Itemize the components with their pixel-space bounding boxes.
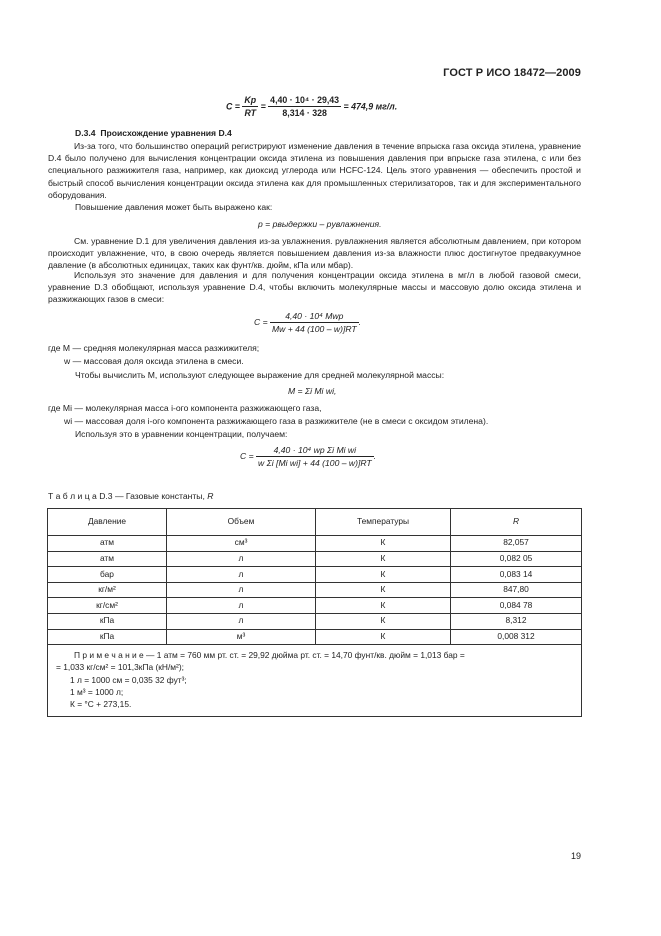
formula-3-lhs: C = — [254, 316, 268, 327]
cell-pressure: кПа — [48, 613, 167, 629]
cell-pressure: кг/см² — [48, 598, 167, 614]
table-row — [48, 582, 582, 598]
table-row — [48, 613, 582, 629]
cell-r: 847,80 — [451, 582, 582, 598]
header-pressure: Давление — [48, 509, 167, 536]
paragraph-6: Используя это в уравнении концентрации, получаем: — [75, 429, 288, 439]
header-volume: Объем — [167, 509, 316, 536]
where-1-w: w — массовая доля оксида этилена в смеси. — [64, 356, 244, 366]
table-row — [48, 567, 582, 583]
formula-5-num: 4,40 · 10⁴ wp Σi Mi wi — [256, 444, 374, 457]
cell-pressure: атм — [48, 536, 167, 552]
formula-5-lhs: C = — [240, 450, 254, 461]
section-title: Происхождение уравнения D.4 — [100, 128, 232, 138]
cell-volume: л — [167, 567, 316, 583]
cell-pressure: кг/м² — [48, 582, 167, 598]
paragraph-5: Чтобы вычислить M, используют следующее выражение для средней молекулярной массы: — [75, 370, 445, 380]
formula-5 — [240, 444, 376, 469]
formula-1 — [226, 94, 397, 120]
where-1-intro: где M — средняя молекулярная масса разжижителя; — [48, 343, 260, 353]
paragraph-2: Повышение давления может быть выражено как: — [75, 202, 273, 212]
table-row — [48, 629, 582, 645]
document-id: ГОСТ Р ИСО 18472—2009 — [443, 67, 581, 79]
formula-4: M = Σi Mi wi, — [288, 386, 337, 396]
cell-pressure: бар — [48, 567, 167, 583]
formula-1-frac2-num: 4,40 · 10⁴ · 29,43 — [268, 94, 341, 107]
formula-1-frac1-num: Kp — [242, 94, 258, 107]
cell-volume: л — [167, 551, 316, 567]
cell-temperature: К — [316, 613, 451, 629]
table-row — [48, 536, 582, 552]
table-caption-var: R — [207, 491, 214, 501]
cell-pressure: кПа — [48, 629, 167, 645]
cell-temperature: К — [316, 536, 451, 552]
cell-r: 82,057 — [451, 536, 582, 552]
table-row — [48, 551, 582, 567]
table-note-row — [48, 645, 582, 717]
table-caption-prefix: Т а б л и ц а — [48, 491, 97, 501]
table-caption-text: D.3 — Газовые константы, — [99, 491, 205, 501]
cell-volume: л — [167, 598, 316, 614]
formula-3 — [254, 310, 361, 335]
formula-5-tail: . — [373, 450, 377, 461]
paragraph-3: См. уравнение D.1 для увеличения давления из-за увлажнения. pувлажнения является абсолютным давлением, при котором происходит увлажнение, что, в свою очередь является повышением давления из-за влажности плюс достигнутое предвакуумное давление (в абсолютных единицах, таких как фунт/кв. дюйм, кПа или мбар). — [48, 236, 581, 271]
formula-5-den: w Σi [Mi wi] + 44 (100 – w)]RT — [258, 458, 372, 469]
cell-r: 0,084 78 — [451, 598, 582, 614]
formula-1-frac2-den: 8,314 · 328 — [282, 108, 327, 119]
cell-r: 0,008 312 — [451, 629, 582, 645]
header-temperature: Температуры — [316, 509, 451, 536]
formula-1-lhs: C = — [226, 101, 240, 112]
note-line-1: П р и м е ч а н и е — 1 атм = 760 мм рт. ст. = 29,92 дюйма рт. ст. = 14,70 фунт/кв. дюйм = 1,013 бар = — [74, 650, 465, 661]
note-line-3: 1 л = 1000 см = 0,035 32 фут³; — [70, 674, 187, 685]
page-number: 19 — [570, 851, 581, 861]
table-row — [48, 598, 582, 614]
cell-r: 0,082 05 — [451, 551, 582, 567]
note-label: П р и м е ч а н и е — [74, 650, 144, 661]
formula-1-frac1-den: RT — [244, 108, 257, 119]
table-header-row — [48, 509, 582, 536]
section-number: D.3.4 — [75, 128, 96, 138]
where-2-wi: wi — массовая доля i-ого компонента разжижающего газа в разжижителе (не в смеси с оксидом этилена). — [64, 416, 489, 426]
cell-volume: л — [167, 582, 316, 598]
cell-temperature: К — [316, 567, 451, 583]
formula-3-den: Mw + 44 (100 – w)]RT — [272, 324, 357, 335]
paragraph-1: Из-за того, что большинство операций регистрируют изменение давления в течение впрыска газа оксида этилена, уравнение D.4 было получено для вычисления концентрации оксида этилена из повышения давления при впрыске газа этилена, с или без специального разжижителя газа, например, как диоксид углерода или HCFC-124. Цель этого уравнения — обеспечить простой и быстрый способ вычисления концентрации оксида этилена как для промышленных стерилизаторов, так и для экспериментального оборудования. — [48, 141, 581, 200]
note-line-2: = 1,033 кг/см² = 101,3кПа (кН/м²); — [56, 662, 184, 673]
cell-temperature: К — [316, 629, 451, 645]
formula-1-eq: = — [260, 101, 266, 112]
paragraph-4: Используя это значение для давления и для получения концентрации оксида этилена в мг/л в любой газовой смеси, уравнение D.3 обобщают, используя уравнение D.4, чтобы включить молекулярные массы и массовую долю оксида этилена и разжижающих газов в смеси: — [48, 270, 581, 305]
section-heading — [75, 127, 232, 139]
cell-r: 8,312 — [451, 613, 582, 629]
gas-constants-table — [47, 508, 582, 717]
formula-3-num: 4,40 · 10⁴ Mwp — [270, 310, 359, 323]
where-2-intro: где Mi — молекулярная масса i-ого компонента разжижающего газа, — [48, 403, 322, 413]
formula-2: p = pвыдержки – pувлажнения. — [258, 219, 382, 229]
header-r: R — [451, 509, 582, 536]
cell-volume: см³ — [167, 536, 316, 552]
table-note — [48, 645, 582, 717]
table-caption — [48, 490, 213, 502]
cell-temperature: К — [316, 582, 451, 598]
cell-temperature: К — [316, 551, 451, 567]
cell-pressure: атм — [48, 551, 167, 567]
cell-volume: м³ — [167, 629, 316, 645]
formula-3-tail: . — [358, 316, 362, 327]
cell-temperature: К — [316, 598, 451, 614]
cell-volume: л — [167, 613, 316, 629]
cell-r: 0,083 14 — [451, 567, 582, 583]
note-line-4: 1 м³ = 1000 л; — [70, 686, 124, 697]
note-line-5: К = °С + 273,15. — [70, 698, 132, 709]
formula-1-result: = 474,9 мг/л. — [343, 101, 398, 112]
